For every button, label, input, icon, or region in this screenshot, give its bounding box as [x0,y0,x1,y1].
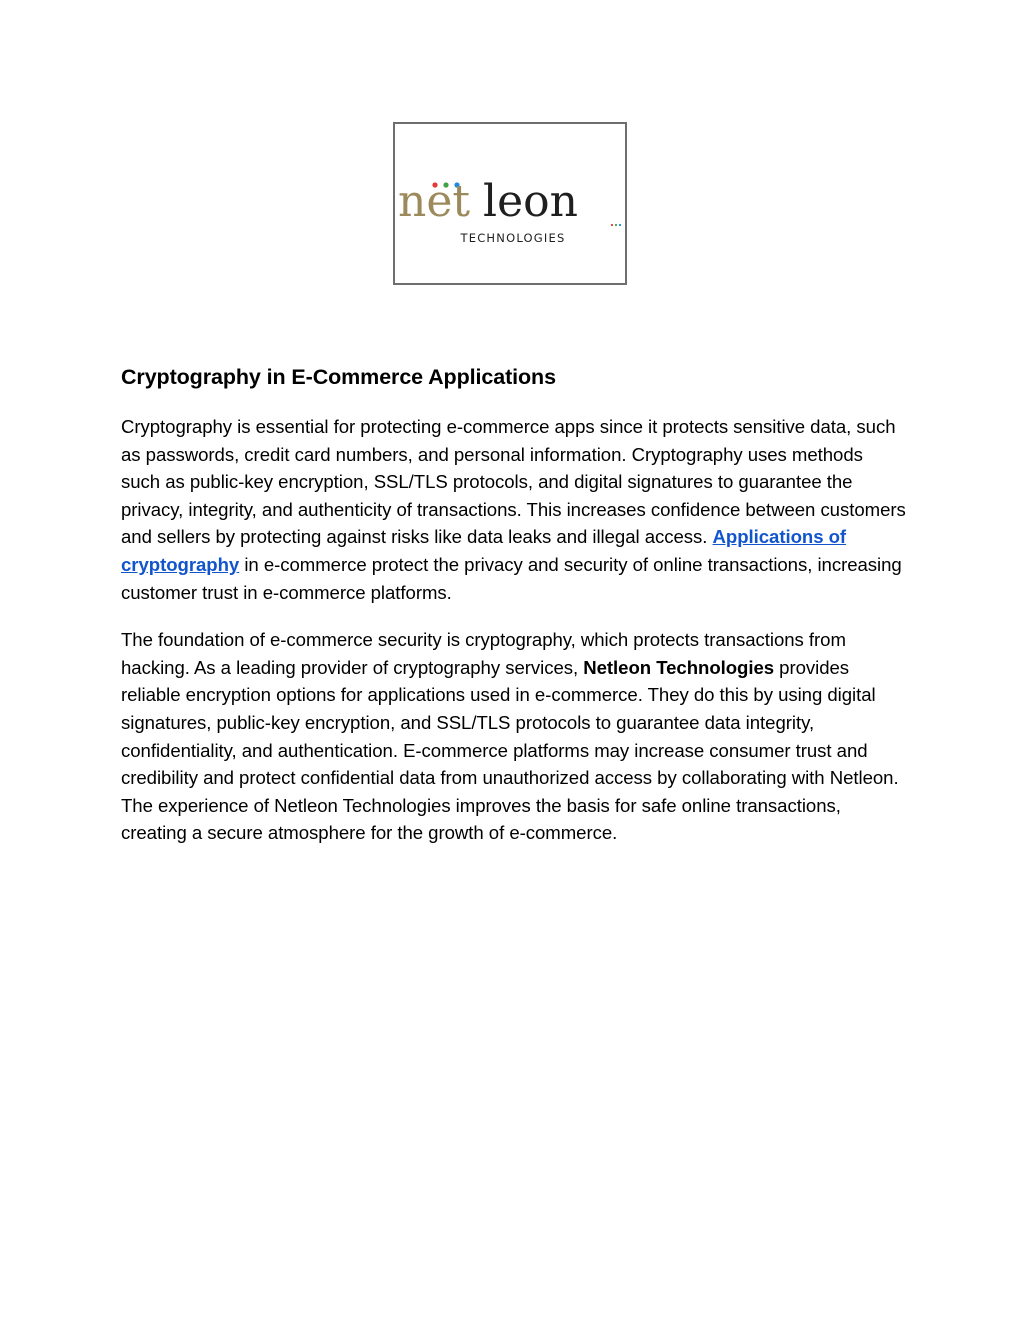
applications-of-cryptography-link[interactable]: Applications of cryptography [121,526,847,575]
netleon-technologies-bold: Netleon Technologies [583,656,775,678]
company-logo [393,122,627,285]
paragraph-netleon [121,626,906,847]
paragraph-intro-text-before-link: Cryptography is essential for protecting e-commerce apps since it protects sensitive data, such as passwords, credit card numbers, and personal information. Cryptography uses methods such as public-key encryption, SSL/TLS protocols, and digital signatures to guarantee the privacy, integrity, and authenticity of transactions. This increases confidence between customers and sellers by protecting against risks like data leaks and illegal access. [121,416,906,548]
page-title: Cryptography in E-Commerce Applications [121,365,556,389]
logo-brand-leon: leon [483,176,578,227]
paragraph-netleon-text-after-bold: provides reliable encryption options for applications used in e-commerce. They do this by using digital signatures, public-key encryption, and SSL/TLS protocols to guarantee data integrity, confidentiality, and authentication. E-commerce platforms may increase consumer trust and credibility and protect confidential data from unauthorized access by collaborating with Netleon. The experience of Netleon Technologies improves the basis for safe online transactions, creating a secure atmosphere for the growth of e-commerce. [121,656,899,844]
paragraph-netleon-text-before-bold: The foundation of e-commerce security is cryptography, which protects transactions from hacking. As a leading provider of cryptography services, [121,629,846,678]
paragraph-intro-text-after-link: in e-commerce protect the privacy and security of online transactions, increasing customer trust in e-commerce platforms. [121,553,902,603]
logo-subtitle: TECHNOLOGIES [460,231,566,245]
logo-mini-dot-red [611,224,613,226]
article [121,362,906,847]
logo-mini-dot-green [615,224,617,226]
logo-brand-net: net [398,176,471,227]
logo-mini-dot-blue [619,224,621,226]
netleon-logo-graphic [395,124,625,283]
paragraph-intro [121,413,906,606]
